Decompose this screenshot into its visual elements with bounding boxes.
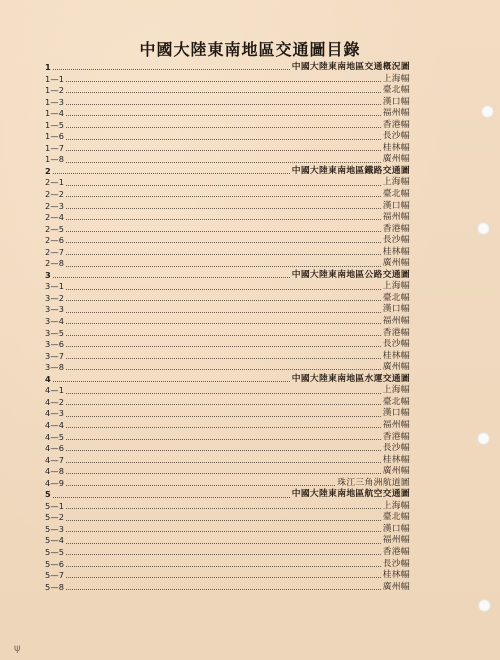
dot-leader bbox=[66, 104, 380, 105]
toc-row bbox=[45, 85, 410, 97]
dot-leader bbox=[66, 462, 380, 463]
toc-entry-number: 1—7 bbox=[45, 142, 65, 153]
dot-leader bbox=[66, 416, 380, 417]
toc-row bbox=[45, 316, 410, 328]
dot-leader bbox=[66, 266, 380, 267]
toc-entry-label: 漢口幅 bbox=[382, 304, 410, 315]
dot-leader bbox=[66, 485, 335, 486]
toc-entry-number: 3—2 bbox=[45, 292, 65, 303]
toc-entry-number: 4—3 bbox=[45, 408, 65, 419]
toc-entry-number: 5—1 bbox=[45, 500, 65, 511]
dot-leader bbox=[66, 450, 380, 451]
toc-entry-label: 廣州幅 bbox=[382, 362, 410, 373]
toc-row bbox=[45, 478, 410, 490]
toc-entry-number: 2—7 bbox=[45, 246, 65, 257]
dot-leader bbox=[53, 173, 290, 174]
toc-row bbox=[45, 351, 410, 363]
toc-entry-label: 福州幅 bbox=[382, 108, 410, 119]
toc-entry-label: 廣州幅 bbox=[382, 154, 410, 165]
toc-row bbox=[45, 362, 410, 374]
toc-entry-label: 桂林幅 bbox=[382, 350, 410, 361]
dot-leader bbox=[53, 277, 290, 278]
toc-entry-number: 4 bbox=[45, 373, 51, 384]
toc-row bbox=[45, 408, 410, 420]
toc-row bbox=[45, 524, 410, 536]
toc-entry-number: 2—3 bbox=[45, 200, 65, 211]
toc-row bbox=[45, 177, 410, 189]
dot-leader bbox=[66, 439, 380, 440]
toc-entry-label: 桂林幅 bbox=[382, 246, 410, 257]
toc-entry-label: 上海幅 bbox=[382, 385, 410, 396]
toc-entry-label: 桂林幅 bbox=[382, 570, 410, 581]
page-title: 中國大陸東南地區交通圖目錄 bbox=[139, 40, 361, 59]
toc-row bbox=[45, 293, 410, 305]
dot-leader bbox=[66, 312, 380, 313]
toc-entry-label: 長沙幅 bbox=[382, 235, 410, 246]
toc-row bbox=[45, 374, 410, 386]
toc-row bbox=[45, 443, 410, 455]
toc-row bbox=[45, 420, 410, 432]
toc-entry-number: 3—4 bbox=[45, 316, 65, 327]
toc-entry-number: 3—5 bbox=[45, 327, 65, 338]
toc-entry-number: 2—8 bbox=[45, 258, 65, 269]
toc-row bbox=[45, 385, 410, 397]
toc-entry-label: 臺北幅 bbox=[382, 85, 410, 96]
toc-entry-number: 4—8 bbox=[45, 466, 65, 477]
toc-entry-label: 漢口幅 bbox=[382, 200, 410, 211]
toc-entry-number: 1—5 bbox=[45, 119, 65, 130]
toc-entry-number: 3—3 bbox=[45, 304, 65, 315]
toc-row bbox=[45, 455, 410, 467]
toc-entry-label: 廣州幅 bbox=[382, 466, 410, 477]
toc-entry-label: 長沙幅 bbox=[382, 558, 410, 569]
dot-leader bbox=[66, 346, 380, 347]
toc-entry-number: 1 bbox=[45, 62, 51, 72]
toc-row bbox=[45, 224, 410, 236]
toc-entry-number: 1—1 bbox=[45, 73, 65, 84]
dot-leader bbox=[66, 520, 380, 521]
toc-entry-number: 2 bbox=[45, 165, 51, 176]
toc-entry-label: 福州幅 bbox=[382, 535, 410, 546]
toc-entry-label: 上海幅 bbox=[382, 73, 410, 84]
toc-entry-label: 桂林幅 bbox=[382, 454, 410, 465]
toc-entry-number: 1—6 bbox=[45, 131, 65, 142]
toc-entry-label: 上海幅 bbox=[382, 281, 410, 292]
toc-row bbox=[45, 559, 410, 571]
toc-entry-number: 2—1 bbox=[45, 177, 65, 188]
toc-entry-label: 上海幅 bbox=[382, 177, 410, 188]
toc-row bbox=[45, 143, 410, 155]
toc-entry-label: 上海幅 bbox=[382, 500, 410, 511]
toc-entry-label: 臺北幅 bbox=[382, 512, 410, 523]
toc-entry-number: 5—6 bbox=[45, 558, 65, 569]
toc-entry-number: 1—8 bbox=[45, 154, 65, 165]
toc-entry-number: 2—2 bbox=[45, 189, 65, 200]
dot-leader bbox=[66, 427, 380, 428]
toc-row bbox=[45, 328, 410, 340]
toc-row bbox=[45, 512, 410, 524]
toc-entry-label: 長沙幅 bbox=[382, 443, 410, 454]
toc-row bbox=[45, 62, 410, 74]
toc-entry-label: 長沙幅 bbox=[382, 339, 410, 350]
dot-leader bbox=[66, 404, 380, 405]
toc-row bbox=[45, 97, 410, 109]
toc-entry-number: 4—5 bbox=[45, 431, 65, 442]
toc-row bbox=[45, 304, 410, 316]
toc-row bbox=[45, 201, 410, 213]
toc-entry-number: 4—6 bbox=[45, 443, 65, 454]
dot-leader bbox=[53, 69, 290, 70]
dot-leader bbox=[66, 543, 380, 544]
dot-leader bbox=[66, 393, 380, 394]
dot-leader bbox=[66, 231, 380, 232]
toc-row bbox=[45, 108, 410, 120]
toc-entry-number: 5—4 bbox=[45, 535, 65, 546]
toc-entry-label: 香港幅 bbox=[382, 431, 410, 442]
toc-entry-number: 5—3 bbox=[45, 523, 65, 534]
toc-row bbox=[45, 131, 410, 143]
toc-row bbox=[45, 120, 410, 132]
toc-entry-label: 廣州幅 bbox=[382, 581, 410, 592]
toc-entry-number: 2—4 bbox=[45, 212, 65, 223]
toc-row bbox=[45, 258, 410, 270]
toc-entry-number: 4—4 bbox=[45, 419, 65, 430]
dot-leader bbox=[53, 497, 290, 498]
toc-row bbox=[45, 547, 410, 559]
toc-entry-label: 中國大陸東南地區交通槪況圖 bbox=[291, 62, 410, 72]
toc-row bbox=[45, 154, 410, 166]
dot-leader bbox=[66, 81, 380, 82]
toc-entry-number: 2—6 bbox=[45, 235, 65, 246]
toc-entry-label: 漢口幅 bbox=[382, 523, 410, 534]
toc-entry-label: 中國大陸東南地區鐵路交通圖 bbox=[291, 165, 410, 176]
dot-leader bbox=[66, 589, 380, 590]
toc-row bbox=[45, 466, 410, 478]
toc-entry-number: 3 bbox=[45, 269, 51, 280]
toc-entry-label: 漢口幅 bbox=[382, 96, 410, 107]
dot-leader bbox=[66, 185, 380, 186]
punch-hole-3 bbox=[477, 432, 490, 445]
toc-entry-label: 桂林幅 bbox=[382, 142, 410, 153]
toc-entry-label: 香港幅 bbox=[382, 119, 410, 130]
toc-row bbox=[45, 582, 410, 594]
dot-leader bbox=[66, 577, 380, 578]
punch-hole-2 bbox=[477, 222, 490, 235]
toc-entry-number: 5—8 bbox=[45, 581, 65, 592]
toc-entry-number: 4—7 bbox=[45, 454, 65, 465]
dot-leader bbox=[66, 162, 380, 163]
dot-leader bbox=[66, 289, 380, 290]
toc-row bbox=[45, 166, 410, 178]
dot-leader bbox=[66, 150, 380, 151]
toc-entry-label: 福州幅 bbox=[382, 316, 410, 327]
toc-entry-number: 1—3 bbox=[45, 96, 65, 107]
toc-entry-label: 珠江三角洲航道圖 bbox=[337, 477, 410, 488]
dot-leader bbox=[66, 115, 380, 116]
toc-entry-number: 1—4 bbox=[45, 108, 65, 119]
dot-leader bbox=[66, 358, 380, 359]
toc-entry-number: 3—1 bbox=[45, 281, 65, 292]
toc-entry-label: 中國大陸東南地區水運交通圖 bbox=[291, 373, 410, 384]
dot-leader bbox=[66, 139, 380, 140]
toc-row bbox=[45, 281, 410, 293]
dot-leader bbox=[66, 566, 380, 567]
toc-entry-label: 福州幅 bbox=[382, 419, 410, 430]
toc-entry-label: 香港幅 bbox=[382, 546, 410, 557]
toc-entry-number: 1—2 bbox=[45, 85, 65, 96]
toc-entry-label: 臺北幅 bbox=[382, 292, 410, 303]
toc-entry-label: 福州幅 bbox=[382, 212, 410, 223]
table-of-contents bbox=[45, 62, 410, 593]
dot-leader bbox=[66, 92, 380, 93]
toc-row bbox=[45, 432, 410, 444]
toc-entry-number: 3—8 bbox=[45, 362, 65, 373]
dot-leader bbox=[66, 127, 380, 128]
toc-row bbox=[45, 535, 410, 547]
dot-leader bbox=[53, 381, 290, 382]
dot-leader bbox=[66, 254, 380, 255]
toc-entry-number: 5—5 bbox=[45, 546, 65, 557]
dot-leader bbox=[66, 323, 380, 324]
toc-entry-number: 5—7 bbox=[45, 570, 65, 581]
toc-entry-number: 5 bbox=[45, 489, 51, 500]
toc-entry-number: 5—2 bbox=[45, 512, 65, 523]
toc-row bbox=[45, 270, 410, 282]
toc-entry-label: 廣州幅 bbox=[382, 258, 410, 269]
toc-row bbox=[45, 570, 410, 582]
dot-leader bbox=[66, 208, 380, 209]
toc-entry-label: 漢口幅 bbox=[382, 408, 410, 419]
toc-entry-number: 4—2 bbox=[45, 396, 65, 407]
toc-row bbox=[45, 397, 410, 409]
toc-row bbox=[45, 489, 410, 501]
toc-row bbox=[45, 247, 410, 259]
toc-entry-number: 3—7 bbox=[45, 350, 65, 361]
dot-leader bbox=[66, 242, 380, 243]
toc-row bbox=[45, 74, 410, 86]
toc-entry-label: 臺北幅 bbox=[382, 396, 410, 407]
toc-entry-number: 3—6 bbox=[45, 339, 65, 350]
dot-leader bbox=[66, 335, 380, 336]
dot-leader bbox=[66, 508, 380, 509]
toc-entry-label: 香港幅 bbox=[382, 223, 410, 234]
dot-leader bbox=[66, 219, 380, 220]
toc-entry-number: 4—1 bbox=[45, 385, 65, 396]
toc-entry-label: 長沙幅 bbox=[382, 131, 410, 142]
dot-leader bbox=[66, 473, 380, 474]
dot-leader bbox=[66, 300, 380, 301]
dot-leader bbox=[66, 196, 380, 197]
toc-row bbox=[45, 501, 410, 513]
punch-hole-1 bbox=[481, 105, 494, 118]
toc-row bbox=[45, 339, 410, 351]
toc-entry-label: 中國大陸東南地區航空交通圖 bbox=[291, 489, 410, 500]
pencil-mark: ψ bbox=[14, 643, 21, 654]
toc-row bbox=[45, 235, 410, 247]
toc-row bbox=[45, 189, 410, 201]
toc-entry-label: 臺北幅 bbox=[382, 189, 410, 200]
toc-entry-number: 4—9 bbox=[45, 477, 65, 488]
toc-row bbox=[45, 212, 410, 224]
toc-entry-label: 中國大陸東南地區公路交通圖 bbox=[291, 269, 410, 280]
toc-entry-number: 2—5 bbox=[45, 223, 65, 234]
toc-entry-label: 香港幅 bbox=[382, 327, 410, 338]
dot-leader bbox=[66, 369, 380, 370]
punch-hole-4 bbox=[478, 599, 491, 612]
dot-leader bbox=[66, 531, 380, 532]
dot-leader bbox=[66, 554, 380, 555]
